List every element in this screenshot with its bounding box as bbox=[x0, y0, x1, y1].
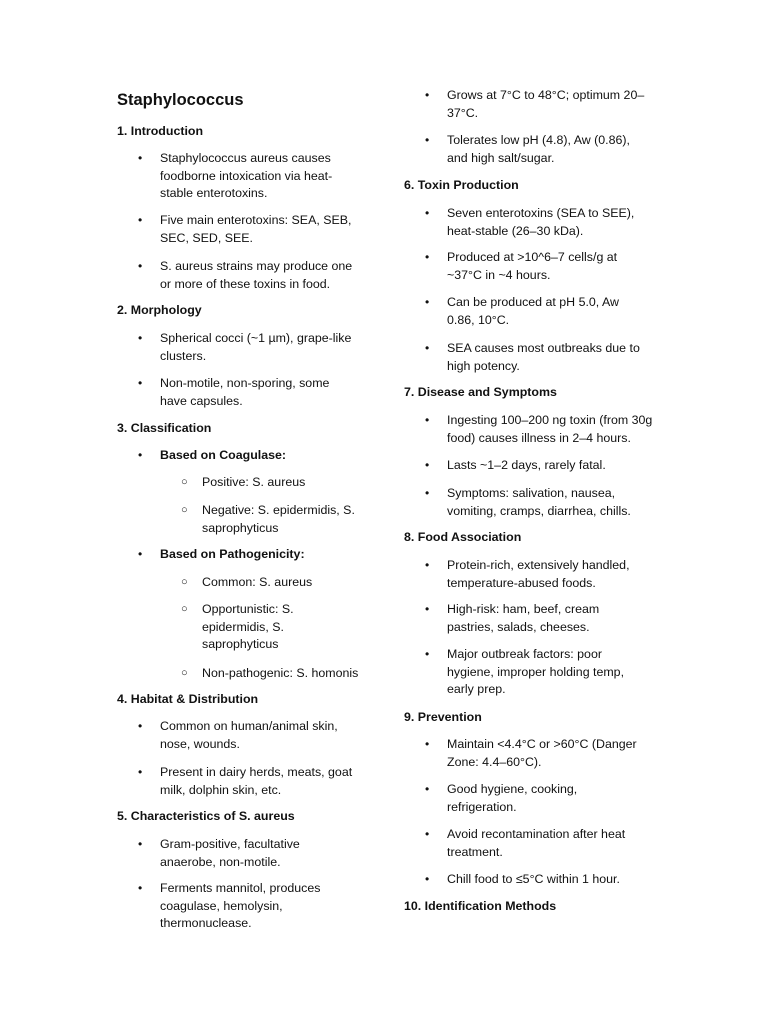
circle-bullet-icon: ○ bbox=[181, 576, 188, 588]
bullet-icon: • bbox=[425, 737, 430, 751]
list-item-text bbox=[160, 330, 352, 365]
list-item-text bbox=[447, 736, 642, 771]
text-line: pastries, salads, cheeses. bbox=[447, 619, 590, 634]
text-line: Based on Pathogenicity: bbox=[160, 547, 305, 561]
text-line: high potency. bbox=[447, 358, 520, 373]
text-line: High-risk: ham, beef, cream bbox=[447, 602, 600, 616]
text-line: Common: S. aureus bbox=[202, 575, 313, 589]
list-item-text bbox=[447, 485, 647, 520]
list-item-text bbox=[160, 764, 360, 799]
text-line: Can be produced at pH 5.0, Aw bbox=[447, 295, 619, 309]
section-heading: 8. Food Association bbox=[404, 530, 522, 544]
bullet-icon: • bbox=[425, 88, 430, 102]
text-line: Avoid recontamination after heat bbox=[447, 827, 626, 841]
list-item-text bbox=[447, 826, 642, 861]
text-line: or more of these toxins in food. bbox=[160, 276, 331, 291]
bullet-icon: • bbox=[425, 486, 430, 500]
text-line: Spherical cocci (~1 µm), grape-like bbox=[160, 331, 352, 345]
text-line: Good hygiene, cooking, bbox=[447, 782, 578, 796]
bullet-icon: • bbox=[425, 295, 430, 309]
bullet-icon: • bbox=[138, 719, 143, 733]
bullet-icon: • bbox=[138, 331, 143, 345]
section-heading: 5. Characteristics of S. aureus bbox=[117, 809, 295, 823]
bullet-icon: • bbox=[425, 413, 430, 427]
list-item-text bbox=[447, 557, 642, 592]
text-line: Lasts ~1–2 days, rarely fatal. bbox=[447, 458, 606, 472]
section-heading: 10. Identification Methods bbox=[404, 899, 557, 913]
text-line: heat-stable (26–30 kDa). bbox=[447, 223, 584, 238]
text-line: thermonuclease. bbox=[160, 916, 252, 931]
section-heading: 2. Morphology bbox=[117, 303, 202, 317]
section-heading: 6. Toxin Production bbox=[404, 178, 519, 192]
list-item-text bbox=[447, 412, 657, 447]
list-item-text bbox=[160, 880, 340, 933]
text-line: Non-pathogenic: S. homonis bbox=[202, 666, 359, 680]
text-line: hygiene, improper holding temp, bbox=[447, 664, 625, 679]
circle-bullet-icon: ○ bbox=[181, 504, 188, 516]
list-item-text bbox=[160, 375, 340, 410]
bullet-icon: • bbox=[138, 151, 143, 165]
text-line: SEA causes most outbreaks due to bbox=[447, 341, 640, 355]
list-item-text bbox=[447, 294, 632, 329]
text-line: Grows at 7°C to 48°C; optimum 20– bbox=[447, 88, 645, 102]
text-line: nose, wounds. bbox=[160, 736, 240, 751]
list-item-text bbox=[447, 205, 635, 240]
list-item-text bbox=[160, 546, 360, 564]
text-line: have capsules. bbox=[160, 393, 243, 408]
list-item-text bbox=[447, 781, 632, 816]
bullet-icon: • bbox=[425, 647, 430, 661]
section-heading: 4. Habitat & Distribution bbox=[117, 692, 259, 706]
text-line: Negative: S. epidermidis, S. bbox=[202, 503, 355, 517]
text-line: Seven enterotoxins (SEA to SEE), bbox=[447, 206, 635, 220]
bullet-icon: • bbox=[425, 133, 430, 147]
list-item-text bbox=[447, 340, 647, 375]
list-item-text bbox=[202, 665, 372, 683]
text-line: Positive: S. aureus bbox=[202, 475, 306, 489]
text-line: vomiting, cramps, diarrhea, chills. bbox=[447, 503, 631, 518]
text-line: Non-motile, non-sporing, some bbox=[160, 376, 330, 390]
text-line: Gram-positive, facultative bbox=[160, 837, 300, 851]
text-line: temperature-abused foods. bbox=[447, 575, 596, 590]
text-line: Staphylococcus aureus causes bbox=[160, 151, 331, 165]
text-line: Chill food to ≤5°C within 1 hour. bbox=[447, 872, 620, 886]
bullet-icon: • bbox=[425, 558, 430, 572]
text-line: Protein-rich, extensively handled, bbox=[447, 558, 630, 572]
list-item-text bbox=[447, 87, 657, 122]
text-line: and high salt/sugar. bbox=[447, 150, 555, 165]
list-item-text bbox=[447, 601, 632, 636]
text-line: food) causes illness in 2–4 hours. bbox=[447, 430, 631, 445]
list-item-text bbox=[202, 502, 367, 537]
circle-bullet-icon: ○ bbox=[181, 476, 188, 488]
text-line: Maintain <4.4°C or >60°C (Danger bbox=[447, 737, 637, 751]
text-line: 0.86, 10°C. bbox=[447, 312, 510, 327]
list-item-text bbox=[202, 574, 362, 592]
bullet-icon: • bbox=[138, 881, 143, 895]
bullet-icon: • bbox=[425, 250, 430, 264]
text-line: Common on human/animal skin, bbox=[160, 719, 338, 733]
text-line: saprophyticus bbox=[202, 637, 279, 652]
bullet-icon: • bbox=[138, 837, 143, 851]
text-line: Zone: 4.4–60°C). bbox=[447, 754, 542, 769]
text-line: milk, dolphin skin, etc. bbox=[160, 782, 282, 797]
bullet-icon: • bbox=[425, 827, 430, 841]
list-item-text bbox=[202, 601, 322, 654]
bullet-icon: • bbox=[138, 765, 143, 779]
bullet-icon: • bbox=[138, 448, 143, 462]
list-item-text bbox=[160, 836, 340, 871]
bullet-icon: • bbox=[425, 782, 430, 796]
list-item-text bbox=[202, 474, 362, 492]
text-line: coagulase, hemolysin, bbox=[160, 898, 283, 913]
circle-bullet-icon: ○ bbox=[181, 667, 188, 679]
section-heading: 3. Classification bbox=[117, 421, 212, 435]
text-line: Produced at >10^6–7 cells/g at bbox=[447, 250, 618, 264]
document-title: Staphylococcus bbox=[117, 91, 244, 109]
text-line: Present in dairy herds, meats, goat bbox=[160, 765, 353, 779]
text-line: Opportunistic: S. bbox=[202, 602, 294, 616]
text-line: epidermidis, S. bbox=[202, 619, 284, 634]
text-line: SEC, SED, SEE. bbox=[160, 230, 253, 245]
list-item-text bbox=[160, 258, 360, 293]
text-line: 37°C. bbox=[447, 105, 479, 120]
text-line: Five main enterotoxins: SEA, SEB, bbox=[160, 213, 352, 227]
bullet-icon: • bbox=[138, 259, 143, 273]
bullet-icon: • bbox=[138, 547, 143, 561]
list-item-text bbox=[447, 646, 632, 699]
text-line: Ferments mannitol, produces bbox=[160, 881, 321, 895]
list-item-text bbox=[447, 132, 642, 167]
list-item-text bbox=[447, 871, 647, 889]
bullet-icon: • bbox=[425, 458, 430, 472]
text-line: Tolerates low pH (4.8), Aw (0.86), bbox=[447, 133, 630, 147]
text-line: Ingesting 100–200 ng toxin (from 30g bbox=[447, 413, 653, 427]
list-item-text bbox=[447, 249, 632, 284]
bullet-icon: • bbox=[425, 602, 430, 616]
text-line: S. aureus strains may produce one bbox=[160, 259, 353, 273]
section-heading: 7. Disease and Symptoms bbox=[404, 385, 557, 399]
list-item-text bbox=[160, 150, 345, 203]
text-line: ~37°C in ~4 hours. bbox=[447, 267, 551, 282]
text-line: Major outbreak factors: poor bbox=[447, 647, 602, 661]
bullet-icon: • bbox=[425, 341, 430, 355]
text-line: treatment. bbox=[447, 844, 503, 859]
text-line: refrigeration. bbox=[447, 799, 517, 814]
text-line: foodborne intoxication via heat- bbox=[160, 168, 333, 183]
section-heading: 9. Prevention bbox=[404, 710, 482, 724]
bullet-icon: • bbox=[425, 206, 430, 220]
section-heading: 1. Introduction bbox=[117, 124, 204, 138]
text-line: saprophyticus bbox=[202, 520, 279, 535]
list-item-text bbox=[160, 212, 355, 247]
text-line: Based on Coagulase: bbox=[160, 448, 286, 462]
list-item-text bbox=[447, 457, 647, 475]
text-line: anaerobe, non-motile. bbox=[160, 854, 281, 869]
circle-bullet-icon: ○ bbox=[181, 603, 188, 615]
text-line: stable enterotoxins. bbox=[160, 186, 268, 201]
text-line: clusters. bbox=[160, 348, 207, 363]
text-line: Symptoms: salivation, nausea, bbox=[447, 486, 616, 500]
list-item-text bbox=[160, 718, 355, 753]
bullet-icon: • bbox=[138, 213, 143, 227]
list-item-text bbox=[160, 447, 360, 465]
text-line: early prep. bbox=[447, 682, 506, 697]
bullet-icon: • bbox=[425, 872, 430, 886]
bullet-icon: • bbox=[138, 376, 143, 390]
